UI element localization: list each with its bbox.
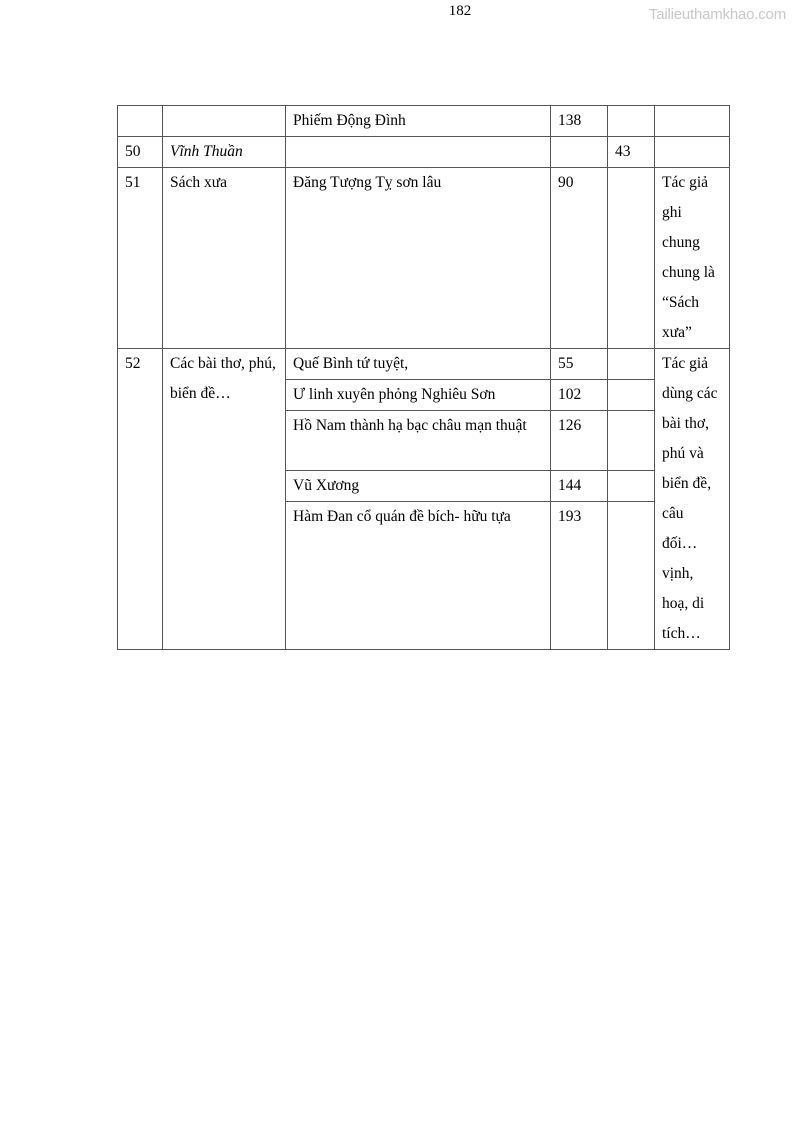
work-title-cell [286, 137, 551, 168]
page-cell: 138 [551, 106, 608, 137]
work-title-cell: Đăng Tượng Tỵ sơn lâu [286, 168, 551, 349]
page-cell: 90 [551, 168, 608, 349]
page-cell: 126 [551, 411, 608, 471]
work-title-cell: Vũ Xương [286, 471, 551, 502]
page-number: 182 [448, 3, 472, 19]
count-cell: 43 [608, 137, 655, 168]
count-cell [608, 502, 655, 650]
count-cell [608, 471, 655, 502]
count-cell [608, 168, 655, 349]
page-cell: 193 [551, 502, 608, 650]
source-cell [163, 106, 286, 137]
row-number-cell: 50 [118, 137, 163, 168]
table-row [118, 168, 730, 349]
count-cell [608, 380, 655, 411]
note-cell [655, 137, 730, 168]
table-row [118, 137, 730, 168]
note-cell [655, 106, 730, 137]
table-row [118, 349, 730, 380]
source-cell: Vĩnh Thuần [163, 137, 286, 168]
work-title-cell: Quế Bình tứ tuyệt, [286, 349, 551, 380]
work-title-cell: Ư linh xuyên phỏng Nghiêu Sơn [286, 380, 551, 411]
row-number-cell [118, 106, 163, 137]
work-title-cell: Phiếm Động Đình [286, 106, 551, 137]
watermark: Tailieuthamkhao.com [648, 6, 786, 23]
source-cell: Các bài thơ, phú, biển đề… [163, 349, 286, 650]
page-cell: 144 [551, 471, 608, 502]
work-title-cell: Hồ Nam thành hạ bạc châu mạn thuật [286, 411, 551, 471]
row-number-cell: 51 [118, 168, 163, 349]
table-row [118, 106, 730, 137]
source-cell: Sách xưa [163, 168, 286, 349]
references-table [117, 105, 730, 650]
page-cell [551, 137, 608, 168]
note-cell: Tác giả ghi chung chung là “Sách xưa” [655, 168, 730, 349]
count-cell [608, 349, 655, 380]
row-number-cell: 52 [118, 349, 163, 650]
page-cell: 102 [551, 380, 608, 411]
note-cell: Tác giả dùng các bài thơ, phú và biển đề, câu đối… vịnh, hoạ, di tích… [655, 349, 730, 650]
work-title-cell: Hàm Đan cổ quán đề bích- hữu tựa [286, 502, 551, 650]
page-cell: 55 [551, 349, 608, 380]
count-cell [608, 411, 655, 471]
count-cell [608, 106, 655, 137]
